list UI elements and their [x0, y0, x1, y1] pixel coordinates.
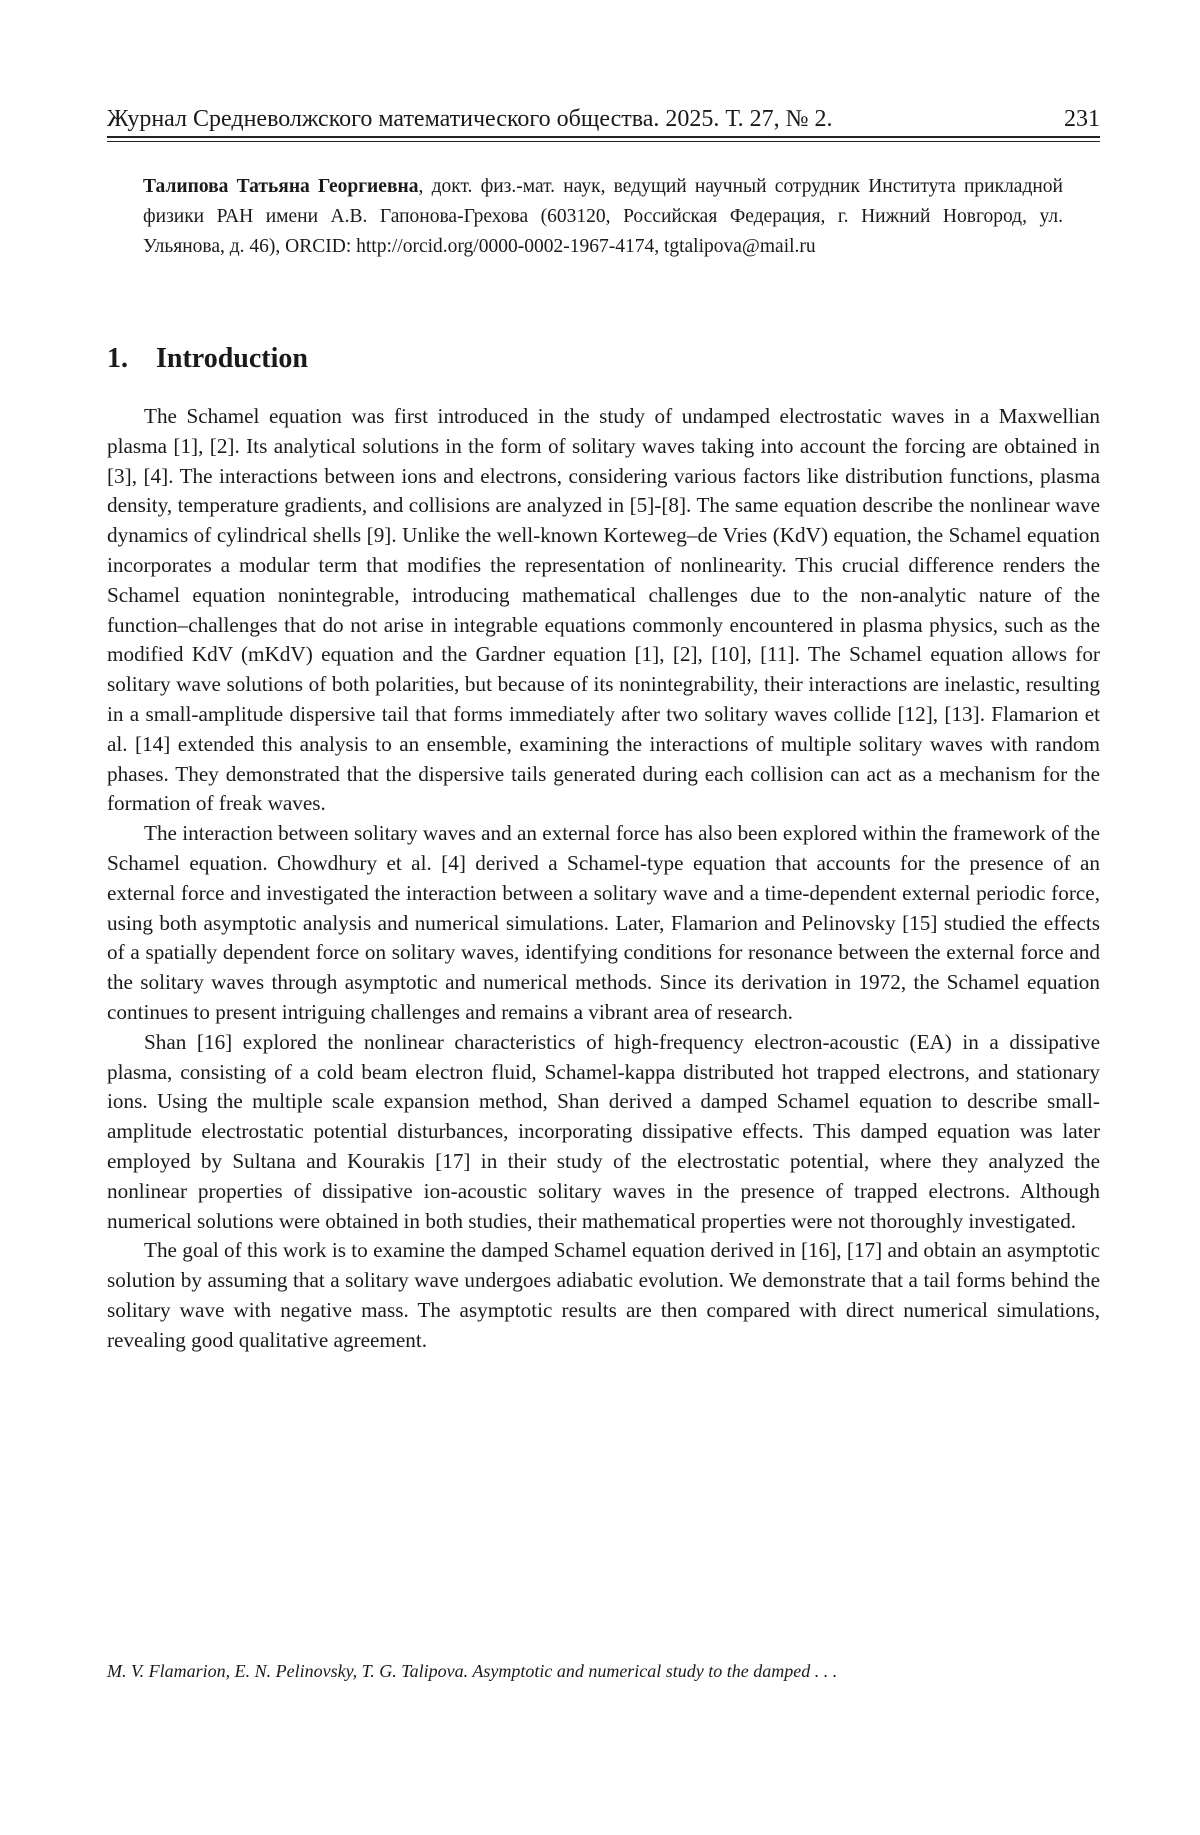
author-name: Талипова Татьяна Георгиевна — [143, 176, 419, 197]
header-rule-thick — [107, 136, 1100, 138]
paragraph: The interaction between solitary waves and an external force has also been explored within the framework of the Schamel equation. Chowdhury et al. [4] derived a Schamel-type equation that accounts for the presence of an external force and investigated the interaction between a solitary wave and a time-dependent external periodic force, using both asymptotic analysis and numerical simulations. Later, Flamarion and Pelinovsky [15] studied the effects of a spatially dependent force on solitary waves, identifying conditions for resonance between the external force and the solitary waves through asymptotic and numerical methods. Since its derivation in 1972, the Schamel equation continues to present intriguing challenges and remains a vibrant area of research. — [107, 821, 1101, 1024]
author-details: , докт. физ.-мат. наук, ведущий научный сотрудник Института прикладной физики РАН имени А.В. Гапонова-Грехова (603120, Российская Федерация, г. Нижний Новгород, ул. Ульянова, д. 46), ORCID: http://orcid.org/0000-0002-1967-4174, tgtalipova@mail.ru — [143, 176, 1063, 257]
body-text — [107, 402, 1100, 1356]
running-header — [107, 104, 1100, 134]
journal-title: Журнал Средневолжского математического общества. 2025. Т. 27, № 2. — [107, 106, 833, 132]
section-title: Introduction — [156, 343, 308, 374]
paragraph: Shan [16] explored the nonlinear characteristics of high-frequency electron-acoustic (EA) in a dissipative plasma, consisting of a cold beam electron fluid, Schamel-kappa distributed hot trapped electrons, and stationary ions. Using the multiple scale expansion method, Shan derived a damped Schamel equation to describe small-amplitude electrostatic potential disturbances, incorporating dissipative effects. This damped equation was later employed by Sultana and Kourakis [17] in their study of the electrostatic potential, where they analyzed the nonlinear properties of dissipative ion-acoustic solitary waves in the presence of trapped electrons. Although numerical solutions were obtained in both studies, their mathematical properties were not thoroughly investigated. — [107, 1029, 1100, 1233]
header-rule-thin — [107, 141, 1100, 142]
running-footer: M. V. Flamarion, E. N. Pelinovsky, T. G. Talipova. Asymptotic and numerical study to the damped . . . — [107, 1661, 838, 1681]
page-number: 231 — [1064, 106, 1100, 132]
paragraph: The goal of this work is to examine the damped Schamel equation derived in [16], [17] and obtain an asymptotic solution by assuming that a solitary wave undergoes adiabatic evolution. We demonstrate that a tail forms behind the solitary wave with negative mass. The asymptotic results are then compared with direct numerical simulations, revealing good qualitative agreement. — [107, 1238, 1100, 1352]
paragraph: The Schamel equation was first introduced in the study of undamped electrostatic waves in a Maxwellian plasma [1], [2]. Its analytical solutions in the form of solitary waves taking into account the forcing are obtained in [3], [4]. The interactions between ions and electrons, considering various factors like distribution functions, plasma density, temperature gradients, and collisions are analyzed in [5]-[8]. The same equation describe the nonlinear wave dynamics of cylindrical shells [9]. Unlike the well-known Korteweg–de Vries (KdV) equation, the Schamel equation incorporates a modular term that modifies the representation of nonlinearity. This crucial difference renders the Schamel equation nonintegrable, introducing mathematical challenges due to the non-analytic nature of the function–challenges that do not arise in integrable equations commonly encountered in plasma physics, such as the modified KdV (mKdV) equation and the Gardner equation [1], [2], [10], [11]. The Schamel equation allows for solitary wave solutions of both polarities, but because of its nonintegrability, their interactions are inelastic, resulting in a small-amplitude dispersive tail that forms immediately after two solitary waves collide [12], [13]. Flamarion et al. [14] extended this analysis to an ensemble, examining the interactions of multiple solitary waves with random phases. They demonstrated that the dispersive tails generated during each collision can act as a mechanism for the formation of freak waves. — [107, 404, 1100, 816]
author-info — [143, 172, 1063, 262]
section-number: 1. — [107, 343, 128, 374]
section-heading — [107, 341, 308, 377]
